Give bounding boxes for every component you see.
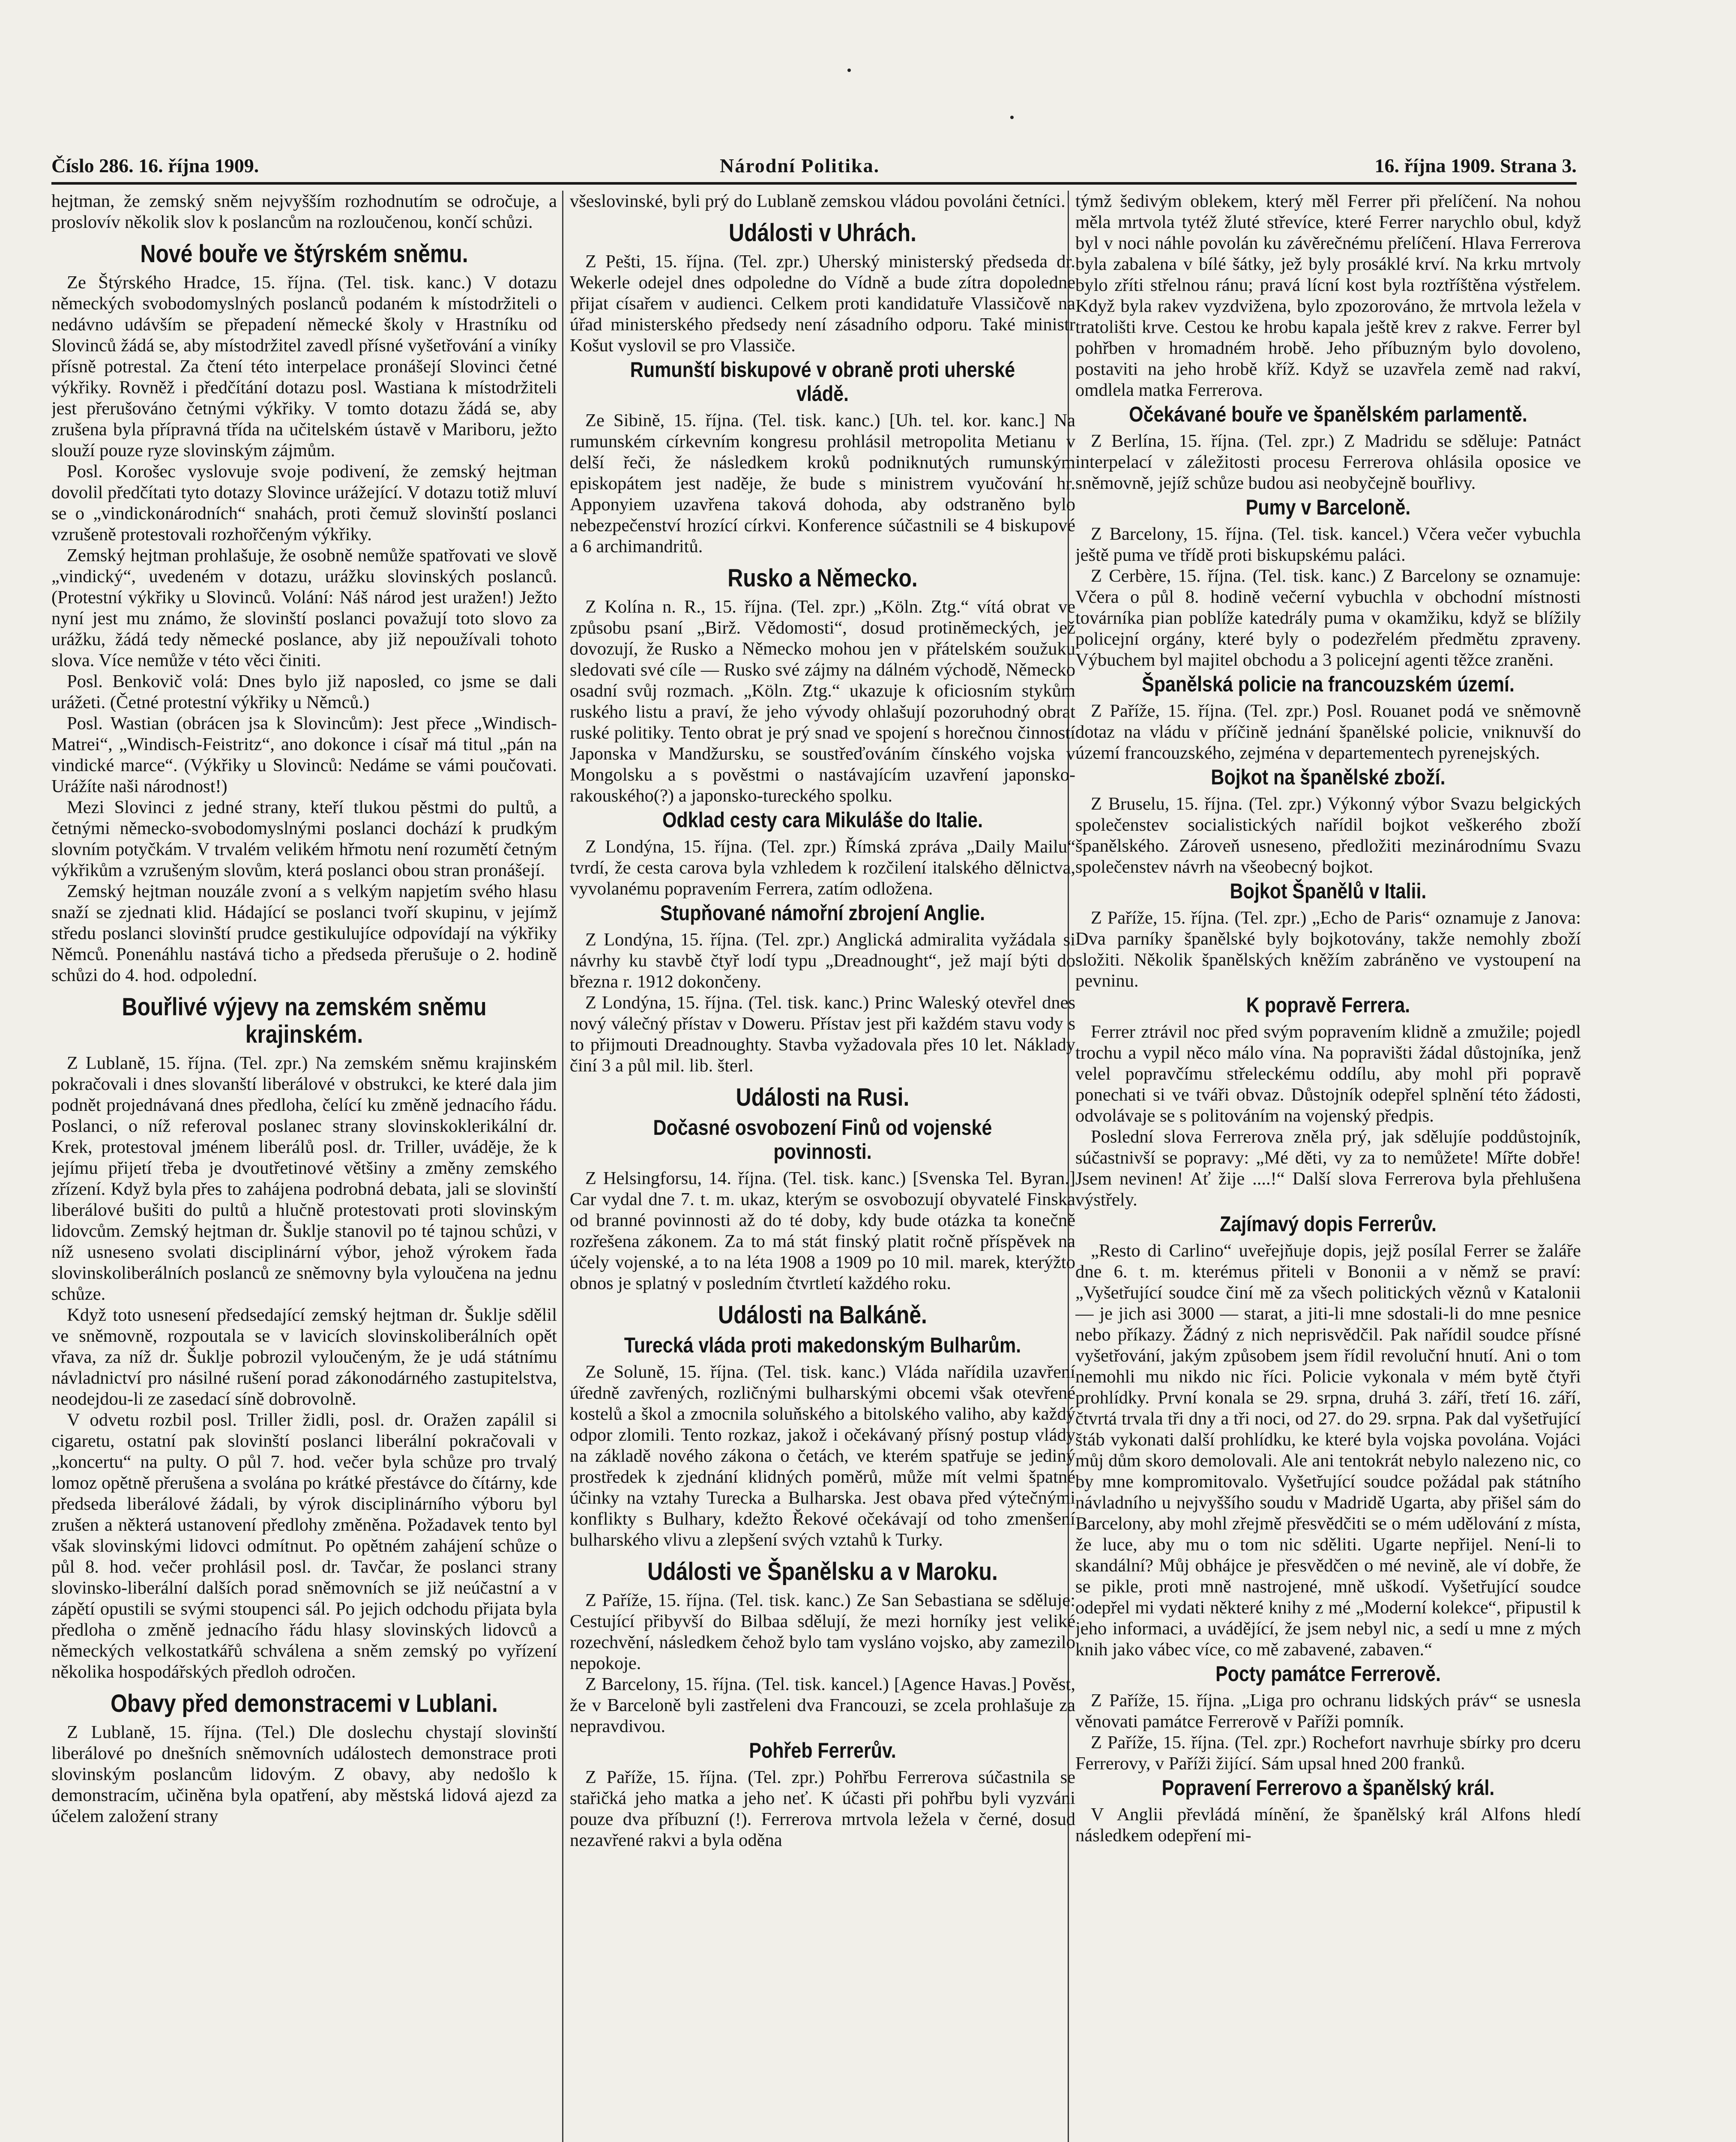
paragraph: všeslovinské, byli prý do Lublaně zemskou vládou povoláni četníci. [570,191,1066,211]
article-headline: Události v Uhrách. [729,219,916,247]
article-headline: Očekávané bouře ve španělském parlamentě. [1129,402,1527,426]
newspaper-title: Národní Politika. [720,155,880,177]
paragraph: Z Lublaně, 15. října. (Tel.) Dle doslechu chystají slovinští liberálové po dnešních sněmovních událostech demonstrace proti slovinským poslancům lidovým. Z obavy, aby nedošlo k demonstracím, učiněna byla opatření, aby městská lidová ajezd za účelem založení strany [51,1722,557,1826]
article-headline: Rusko a Německo. [727,564,918,592]
header-rule [51,182,1577,185]
column-2 [570,191,1075,2142]
paragraph: Poslední slova Ferrerova zněla prý, jak sdělujíe poddůstojník, súčastnivší se popravy: „Mé děti, vy za to nemůžete! Mířte dobře! Jsem nevinen! Ať žije ....!“ Další slova Ferrerova byla přehlušena výstřely. [1075,1127,1581,1210]
paragraph: Když toto usnesení předsedající zemský hejtman dr. Šuklje sdělil ve sněmovně, rozpoutala se v lavicích slovinskoliberálních opět vřava, za níž dr. Šuklje pobrozil vyloučeným, že je udá státnímu návladnictví pro násilné rušení porad zákonodárného zastupitelstva, neodejdou-li ze zasedací síně dobrovolně. [51,1305,557,1409]
paragraph: Z Paříže, 15. října. (Tel. zpr.) „Echo de Paris“ oznamuje z Janova: Dva parníky španělské byly bojkotovány, takže nemohly zboží složiti. Několik španělských kněžím zabráněno ve vystoupení na pevninu. [1075,908,1581,991]
paragraph: Z Berlína, 15. října. (Tel. zpr.) Z Madridu se sděluje: Patnáct interpelací v záležitosti procesu Ferrerova ohlásila oposice ve sněmovně, jejíž schůze budou asi neobyčejně bouřlivy. [1075,431,1581,493]
scan-speck [847,69,851,72]
article-headline: Pocty památce Ferrerově. [1215,1662,1441,1686]
issue-number: Číslo 286. 16. října 1909. [51,155,259,177]
article-headline: Události ve Španělsku a v Maroku. [647,1558,998,1586]
paragraph: Z Pešti, 15. října. (Tel. zpr.) Uherský ministerský předseda dr. Wekerle odejel dnes odpoledne do Vídně a bude zítra dopoledne přijat císařem v audienci. Celkem proti kandidatuře Vlassičově na úřad ministerského předsedy není zásadního odporu. Také ministr Košut vyslovil se pro Vlassiče. [570,251,1075,356]
article-headline: K popravě Ferrera. [1246,993,1410,1017]
article-headline: Bojkot na španělské zboží. [1211,765,1446,789]
page-number: 16. října 1909. Strana 3. [1374,155,1577,177]
article-headline: Popravení Ferrerovo a španělský král. [1161,1776,1495,1800]
paragraph: Zemský hejtman prohlašuje, že osobně nemůže spatřovati ve slově „vindický“, uvedeném v dotazu, urážku slovinských poslanců. (Protestní výkřiky u Slovinců. Volání: Náš národ jest uražen!) Ježto nyní jest mu známo, že slovinští poslanci považují toto slovo za urážku, žádá tedy německé poslance, aby již nepoužívali tohoto slova. Více nemůže v této věci činiti. [51,545,557,670]
article-subheadline: Turecká vláda proti makedonským Bulharům. [624,1333,1021,1357]
paragraph: Ferrer ztrávil noc před svým popravením klidně a zmužile; pojedl trochu a vypil něco málo vína. Na popravišti žádal důstojníka, jenž velel popravčímu střeleckému oddílu, aby mohl při popravě ponechati si ve tváři obvaz. Důstojník odepřel splnění této žádosti, odvolávaje se s politováním na vojenský předpis. [1075,1022,1581,1126]
paragraph: hejtman, že zemský sněm nejvyšším rozhodnutím se odročuje, a proslovív několik slov k poslancům na rozloučenou, končí schůzi. [51,191,557,232]
paragraph: Z Paříže, 15. října. „Liga pro ochranu lidských práv“ se usnesla věnovati památce Ferrerově v Paříži pomník. [1075,1690,1581,1732]
article-headline: Obavy před demonstracemi v Lublani. [111,1690,498,1717]
paragraph: Z Barcelony, 15. října. (Tel. tisk. kancel.) Včera večer vybuchla ještě puma ve třídě proti biskupskému paláci. [1075,524,1581,565]
article-headline: Bouřlivé výjevy na zemském sněmu krajinském. [122,993,487,1048]
paragraph: Z Paříže, 15. října. (Tel. zpr.) Pohřbu Ferrerova súčastnila se stařičká jeho matka a jeho neť. K účasti při pohřbu byli vyzváni pouze dva příbuzní (!). Ferrerova mrtvola ležela v černé, dosud nezavřené rakvi a byla oděna [570,1767,1075,1850]
article-headline: Bojkot Španělů v Italii. [1230,879,1427,903]
paragraph: Posl. Korošec vyslovuje svoje podivení, že zemský hejtman dovolil předčítati tyto dotazy Slovince urážející. V dotazu totiž mluví se o „vindickonárodních“ snahách, proti čemuž slovinští poslanci vzrušeně protestovali rozhořčeným výkřiky. [51,461,557,544]
article-headline: Rumunští biskupové v obraně proti uherské vládě. [630,358,1015,406]
paragraph: „Resto di Carlino“ uveřejňuje dopis, jejž posílal Ferrer se žaláře dne 6. t. m. kterémus přiteli v Bononii a v němž se praví: „Vyšetřující soudce činí mě za všech politických věznů v Katalonii — je jich asi 3000 — starat, a jiti-li mne sdostali-li do mne pesnice nebo příkazy. Žádný z nich neprisvědčil. Pak nařídil soudce přísné vyšetřování, jakým způsobem jsem řídil revoluční hnutí. Ani o tom nemohli mu nikdo nic říci. Policie vykonala v mém bytě čtyři prohlídky. První konala se 29. srpna, druhá 3. září, třetí 16. září, čtvrtá trvala tři dny a tři noci, od 27. do 29. srpna. Pak dal vyšetřující štáb vykonati další prohlídku, ke které byla vojska povolána. Vojáci můj dům skoro demolovali. Ale ani tentokrát nebylo nalezeno nic, co by mne kompromitovalo. Vyšetřující soudce požádal pak státního návladního u nejvyššího soudu v Madridě Ugarta, aby přišel sám do Barcelony, aby mohl zřejmě přesvědčiti se o mém udělování z místa, že luce, aby mu o tom nic sděliti. Ugarte nepřijel. Není-li to skandální? Můj obhájce je přesvědčen o mé nevině, ale ví dobře, že se pikle, proti mně nastrojené, mně uškodí. Vyšetřující soudce odepřel mi vydati některé knihy z mé „Moderní kolekce“, připustil k jeho informaci, a uvádějící, že jsem nebyl nic, a sedí u mne z mých knih jako vábec více, co mě zabavené, zabaven.“ [1075,1241,1581,1660]
article-headline: Španělská policie na francouzském území. [1142,672,1515,696]
article-headline: Pumy v Barceloně. [1245,495,1411,519]
column-divider [562,191,563,2142]
paragraph: Z Paříže, 15. října. (Tel. tisk. kanc.) Ze San Sebastiana se sděluje: Cestující přibyvší do Bilbaa sdělují, že mezi horníky jest veliké rozechvění, následkem čehož bylo tam vysláno vojsko, aby zamezilo nepokoje. [570,1590,1075,1673]
article-subheadline: Dočasné osvobození Finů od vojenské povinnosti. [653,1116,992,1164]
paragraph: Posl. Wastian (obrácen jsa k Slovincům): Jest přece „Windisch-Matrei“, „Windisch-Feistritz“, ano dokonce i císař má titul „pán na vindické marce“. (Výkřiky u Slovinců: Nedáme se vámi poučovati. Urážíte naši národnost!) [51,713,557,796]
article-headline: Události na Balkáně. [718,1301,927,1329]
article-headline: Nové bouře ve štýrském sněmu. [140,240,468,268]
paragraph: Z Londýna, 15. října. (Tel. zpr.) Římská zpráva „Daily Mailu“ tvrdí, že cesta carova byla vzhledem k rozčilení italského dělnictva, vyvolanému popravením Ferrera, zatím odložena. [570,837,1075,899]
paragraph: Z Barcelony, 15. října. (Tel. tisk. kancel.) [Agence Havas.] Pověst, že v Barceloně byli zastřeleni dva Francouzi, se zcela prohlašuje za nepravdivou. [570,1674,1075,1736]
column-3 [1075,191,1581,2142]
paragraph: Ze Štýrského Hradce, 15. října. (Tel. tisk. kanc.) V dotazu německých svobodomyslných poslanců podaném k místodržiteli o nedávno udávším se přepadení německé školy v Hrastníku od Slovinců žádá se, aby místodržitel zavedl přísné vyšetřování a viníky přísně potrestal. Za čtení této interpelace pronášejí Slovinci četné výkřiky. Rovněž i předčítání dotazu posl. Wastiana k místodržiteli jest přerušováno četnými výkřiky. V tomto dotazu žádá se, aby zrušena byla přípravná třída na učitelském ústavě v Mariboru, ježto slouží pouze ryze slovinským zájmům. [51,272,557,461]
article-headline: Stupňované námořní zbrojení Anglie. [660,901,985,925]
article-headline: Pohřeb Ferrerův. [749,1738,896,1762]
column-1 [51,191,557,2142]
paragraph: Posl. Benkovič volá: Dnes bylo již naposled, co jsme se dali urážeti. (Četné protestní výkřiky u Němců.) [51,671,557,712]
paragraph: V Anglii převládá mínění, že španělský král Alfons hledí následkem odepření mi- [1075,1804,1581,1846]
paragraph: Ze Soluně, 15. října. (Tel. tisk. kanc.) Vláda nařídila uzavření úředně zavřených, rozličnými bulharskými obcemi však otevřené kostelů a škol a zmocnila soluňského a bitolského valiho, aby každý odpor zlomili. Tento rozkaz, jakož i očekávaný přísný postup vlády na základě nového zákona o četách, ve kterém spatřuje se jediný prostředek k zjednání klidných poměrů, může mít velmi špatné účinky na vztahy Turecka a Bulharska. Jest obava před výtečnými konflikty s Bulhary, kdežto Řekové očekávají od toho zmenšení bulharského vlivu a zlepšení svých vztahů k Turky. [570,1362,1075,1550]
paragraph: Z Londýna, 15. října. (Tel. tisk. kanc.) Princ Waleský otevřel dnes nový válečný přístav v Doweru. Přístav jest při každém stavu vody s to přijmouti Dreadnoughty. Stavba vyžadovala přes 10 let. Náklady činí 3 a půl mil. lib. šterl. [570,993,1075,1076]
scan-speck [1010,116,1014,119]
paragraph: Ze Sibině, 15. října. (Tel. tisk. kanc.) [Uh. tel. kor. kanc.] Na rumunském církevním kongresu prohlásil metropolita Metianu v delší řeči, že následkem kroků podniknutých rumunským episkopátem jest naděje, že bude s ministrem vyučování hr. Apponyiem uzavřena taková dohoda, aby odstraněno bylo nebezpečenství hrozící církvi. Konference súčastnili se 4 biskupové a 6 archimandritů. [570,410,1075,556]
paragraph: Z Lublaně, 15. října. (Tel. zpr.) Na zemském sněmu krajinském pokračovali i dnes slovanští liberálové v obstrukci, ke které dala jim podnět projednávaná dnes předloha, čelící ku změně jednacího řádu. Poslanci, o níž referoval poslanec strany slovinskoklerikální dr. Krek, protestoval jménem liberálů posl. dr. Triller, uváděje, že k jejímu přijetí třeba je dvoutřetinové většiny a změny zemského zřízení. Když byla přes to zahájena podrobná debata, jali se slovinští liberálové bušiti do pultů a hlučně protestovati proti slovinským lidovcům. Zemský hejtman dr. Šuklje stanovil po té tajnou schůzi, v níž usneseno svolati disciplinární výbor, jehož výrokem řada slovinskoliberálních poslanců ze sněmovny byla vyloučena na jednu schůze. [51,1053,557,1304]
paragraph: Z Paříže, 15. října. (Tel. zpr.) Rochefort navrhuje sbírky pro dceru Ferrerovy, v Paříži žijící. Sám upsal hned 200 franků. [1075,1732,1581,1774]
page-header [51,154,1577,184]
paragraph: týmž šedivým oblekem, který měl Ferrer při přelíčení. Na nohou měla mrtvola tytéž žluté střevíce, které Ferrer narychlo obul, když byl v noci náhle povolán ku závěrečnému přelíčení. Hlava Ferrerova byla zabalena v bílé šátky, jež byly prosáklé krví. Na krku mrtvoly bylo zříti střelnou ránu; pravá lícní kost byla roztříštěna výstřelem. Když byla rakev vyzdvižena, bylo zpozorováno, že mrtvola ležela v tratolišti krve. Cestou ke hrobu kapala ještě krev z rakve. Ferrer byl pohřben v hromadném hrobě. Jeho příbuzným bylo dovoleno, postaviti na jeho hrobě kříž. Když se uzavřela země nad rakví, omdlela matka Ferrerova. [1075,191,1581,400]
article-headline: Zajímavý dopis Ferrerův. [1220,1212,1437,1236]
paragraph: Z Paříže, 15. října. (Tel. zpr.) Posl. Rouanet podá ve sněmovně dotaz na vládu v příčině jednání španělské policie, vniknuvší do území francouzského, zejména v departementech pyrenejských. [1075,701,1581,763]
paragraph: Z Kolína n. R., 15. října. (Tel. zpr.) „Köln. Ztg.“ vítá obrat ve způsobu psaní „Birž. Vědomosti“, dosud protiněmeckých, jež dovozují, že Rusko a Německo mohou jen v přátelském soužuku sledovati své cíle — Rusko své zájmy na dálném východě, Německo osadní svůj rozmach. „Köln. Ztg.“ ukazuje k oficiosním stykům ruského listu a praví, že jeho vývody ohlašují pozoruhodný obrat ruské politiky. Tento obrat je prý snad ve spojení s horečnou činností Japonska v Mandžursku, se soustřeďováním čínského vojska v Mongolsku a s pověstmi o nastávajícím uzavření japonsko-rakouského(?) a japonsko-tureckého spolku. [570,597,1075,806]
paragraph: V odvetu rozbil posl. Triller židli, posl. dr. Oražen zapálil si cigaretu, ostatní pak slovinští poslanci liberální pokračovali v „koncertu“ na pulty. O půl 7. hod. večer byla schůze pro trvalý lomoz opětně přerušena a svolána po krátké přestávce do čítárny, kde předseda liberálové žádali, by výrok disciplinárního výboru byl zrušen a některá ustanovení předlohy změněna. Požadavek tento byl však slovinskými lidovci odmítnut. Po opětném zahájení schůze o půl 8. hod. večer prohlásil posl. dr. Tavčar, že poslanci strany slovinsko-liberální dalších porad sněmovních se již neúčastní a v zápětí opustili se svými stoupenci sál. Po jejich odchodu přijata byla předloha o změně jednacího řádu hlasy slovinských lidovců a německých velkostatkářů schválena a sněm zemský po vyřízení několika hospodářských předloh odročen. [51,1410,557,1682]
paragraph: Z Londýna, 15. října. (Tel. zpr.) Anglická admiralita vyžádala si návrhy ku stavbě čtyř lodí typu „Dreadnought“, jež mají býti do března r. 1912 dokončeny. [570,930,1075,992]
article-headline: Odklad cesty cara Mikuláše do Italie. [662,808,983,832]
article-headline: Události na Rusi. [736,1083,910,1111]
paragraph: Zemský hejtman nouzále zvoní a s velkým napjetím svého hlasu snaží se zjednati klid. Hádající se poslanci tvoří skupinu, v jejímž středu poslanci slovinští prudce gestikulujíce odpovídají na výkřiky Němců. Ponenáhlu nastává ticho a předseda přerušuje o 2. hodině schůzi do 4. hod. odpolední. [51,881,557,985]
paragraph: Mezi Slovinci z jedné strany, kteří tlukou pěstmi do pultů, a četnými německo-svobodomyslnými poslanci dochází k prudkým slovním potyčkám. V trvalém velikém hřmotu není rozumětí četným výkřikům a vzrušeným slovům, která poslanci obou stran pronášejí. [51,797,557,880]
paragraph: Z Cerbère, 15. října. (Tel. tisk. kanc.) Z Barcelony se oznamuje: Včera o půl 8. hodině večerní vybuchla v obchodní místnosti továrníka pian poblíže katedrály puma v okamžiku, když se blížily policejní orgány, které byly o podezřelém předmětu zpraveny. Výbuchem byl majitel obchodu a 3 policejní agenti těžce zraněni. [1075,566,1581,670]
paragraph: Z Helsingforsu, 14. října. (Tel. tisk. kanc.) [Svenska Tel. Byran.] Car vydal dne 7. t. m. ukaz, kterým se osvobozují obyvatelé Finska od branné povinnosti až do té doby, kdy bude otázka ta konečně rozřešena zákonem. Za to má stát finský platit ročně příspěvek na účely vojenské, a to na léta 1908 a 1909 po 10 mil. marek, kterýžto obnos je splatný v posledním čtvrtletí každého roku. [570,1168,1075,1293]
paragraph: Z Bruselu, 15. října. (Tel. zpr.) Výkonný výbor Svazu belgických společenstev socialistických nařídil bojkot veškerého zboží španělského. Zároveň usneseno, předložiti mezinárodnímu Svazu společenstev návrh na všeobecný bojkot. [1075,794,1581,877]
